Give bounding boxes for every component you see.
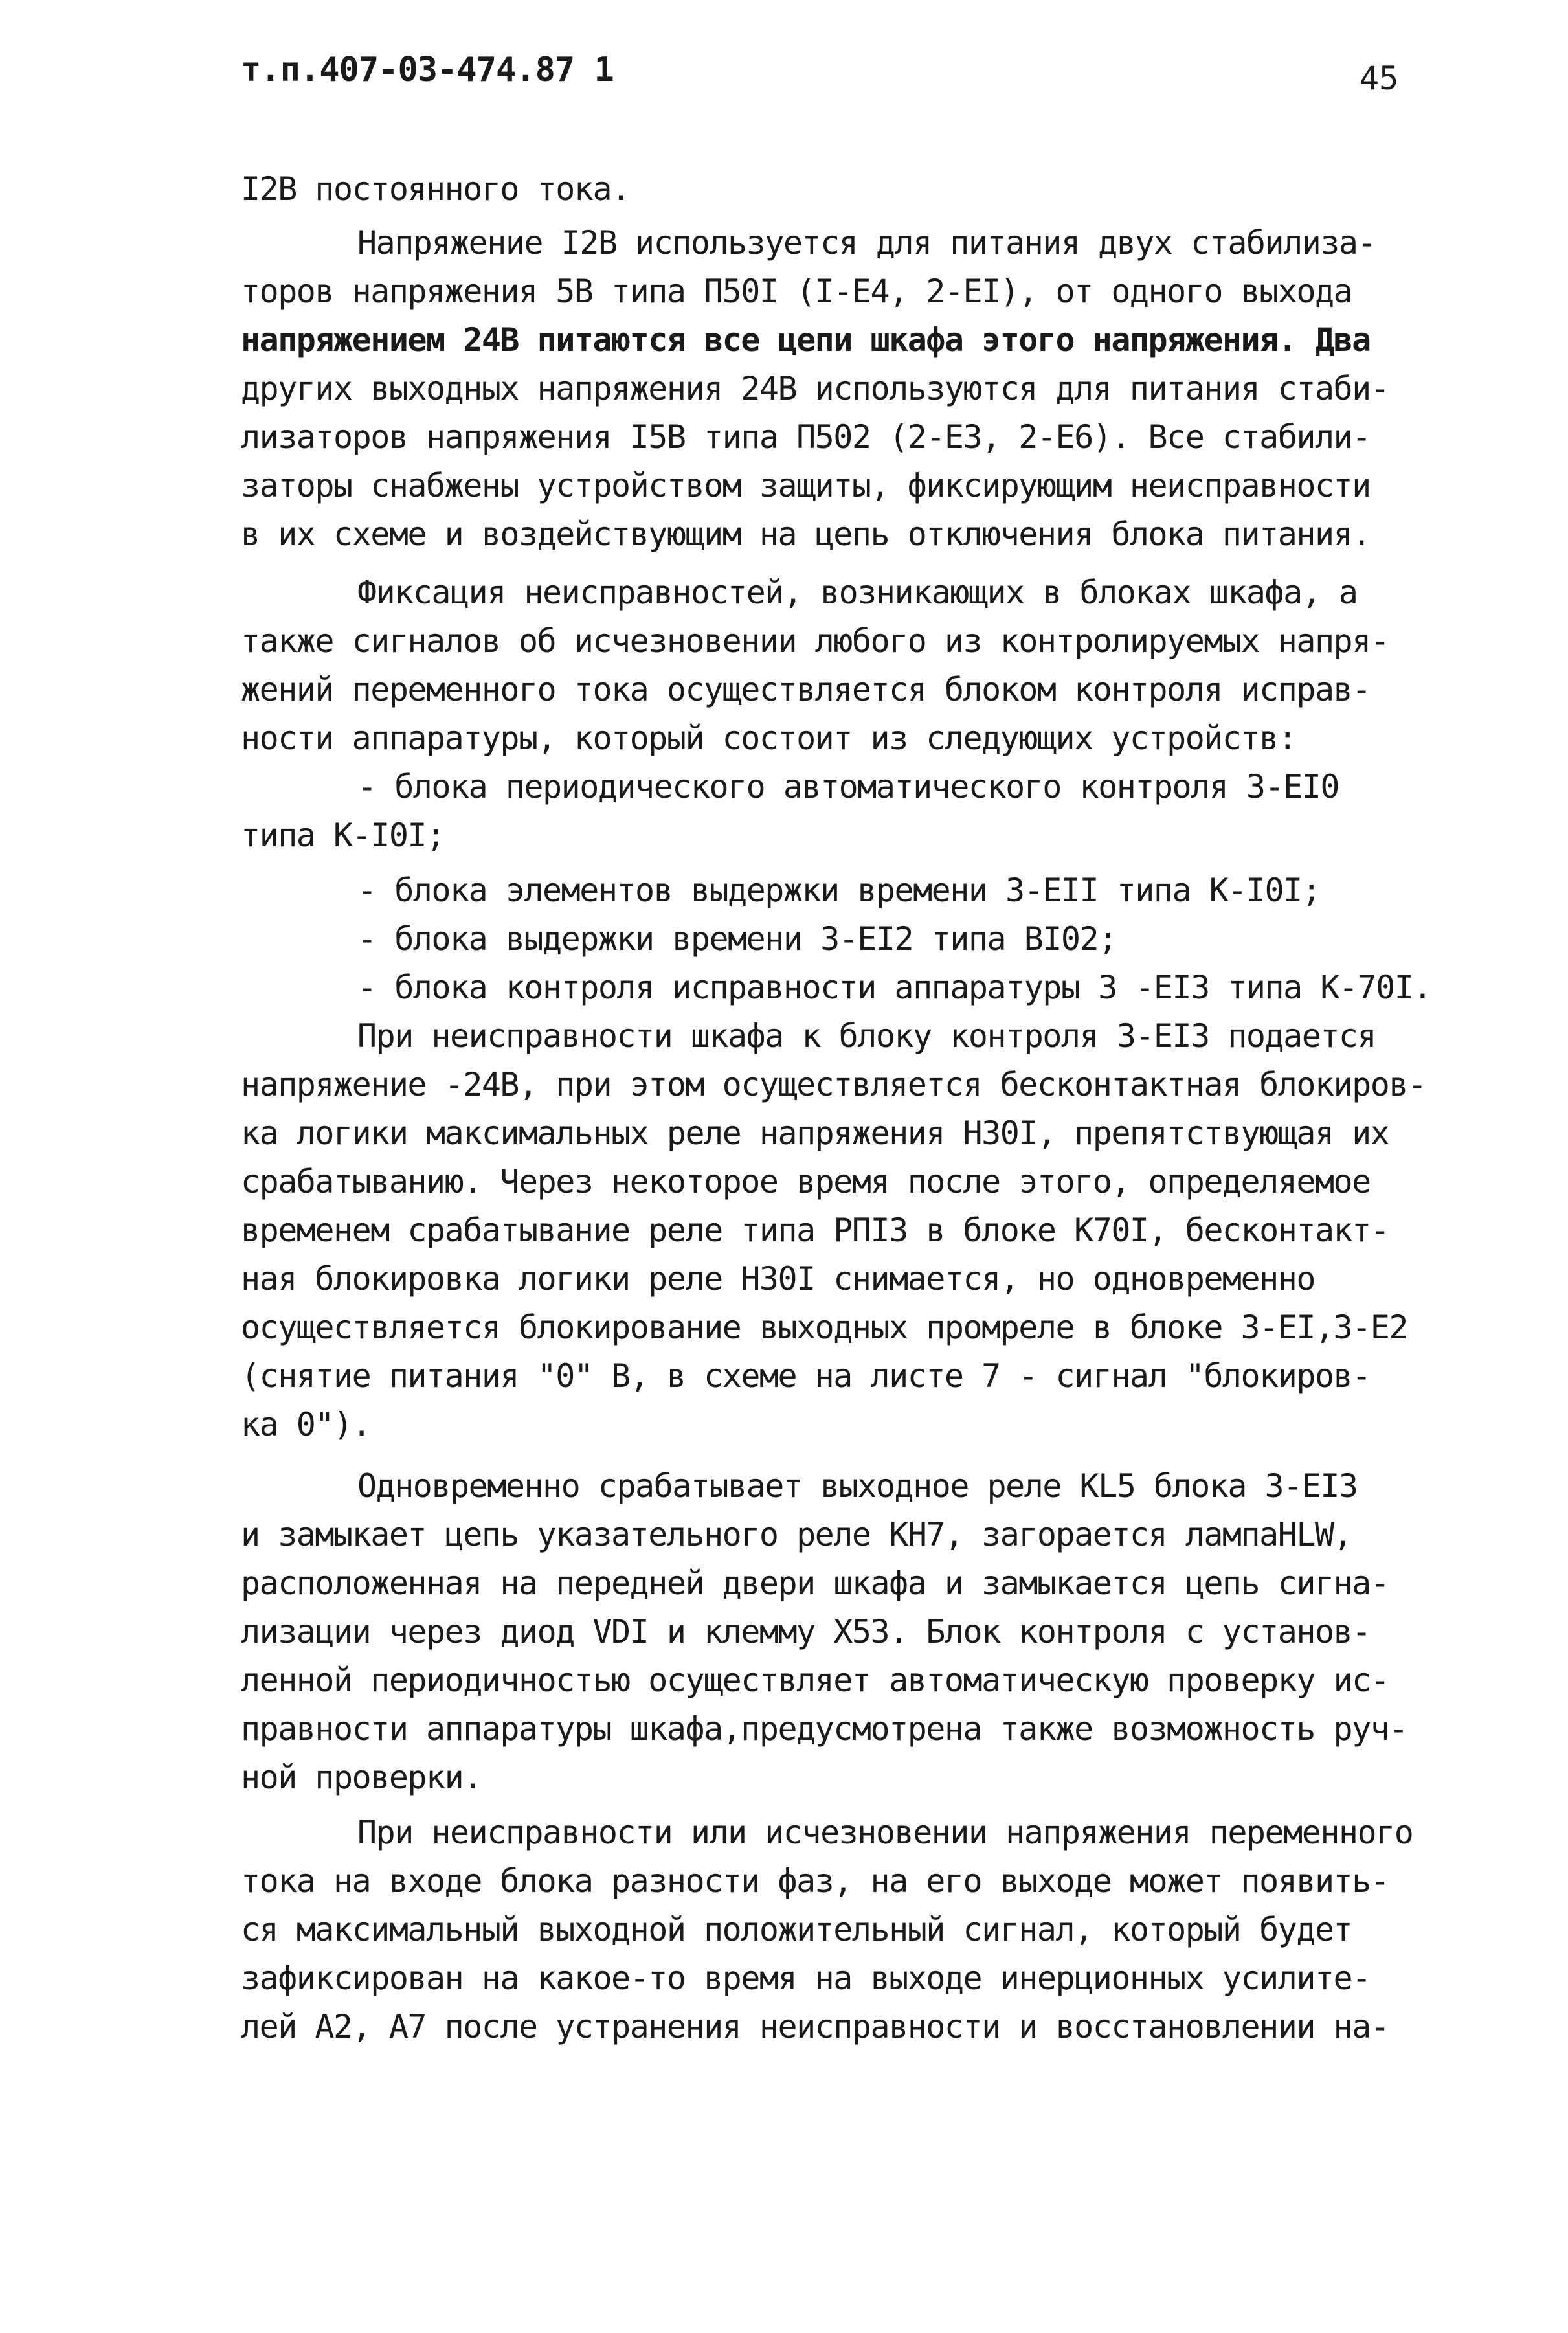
text-line: временем срабатывание реле типа РПI3 в блоке К70I, бесконтакт-	[241, 1212, 1389, 1249]
text-line: При неисправности или исчезновении напряжения переменного	[357, 1814, 1413, 1851]
text-line: лей A2, A7 после устранения неисправности и восстановлении на-	[241, 2008, 1389, 2046]
text-line: торов напряжения 5B типа П50I (I-E4, 2-EI), от одного выхода	[241, 273, 1352, 310]
text-line: При неисправности шкафа к блоку контроля 3-EI3 подается	[357, 1017, 1376, 1055]
text-line: ка 0").	[241, 1406, 371, 1443]
text-line: и замыкает цепь указательного реле КН7, загорается лампаHLW,	[241, 1516, 1352, 1553]
text-line: в их схеме и воздействующим на цепь отключения блока питания.	[241, 515, 1371, 553]
text-line: I2B постоянного тока.	[241, 170, 630, 208]
text-line: также сигналов об исчезновении любого из контролируемых напря-	[241, 622, 1389, 660]
text-line: Фиксация неисправностей, возникающих в блоках шкафа, а	[357, 574, 1358, 611]
text-line: расположенная на передней двери шкафа и замыкается цепь сигна-	[241, 1564, 1389, 1602]
list-item: - блока периодического автоматического контроля 3-EI0	[357, 768, 1339, 806]
text-line: лизации через диод VDI и клемму X53. Блок контроля с установ-	[241, 1613, 1371, 1651]
text-line: ности аппаратуры, который состоит из следующих устройств:	[241, 719, 1297, 757]
text-line: Напряжение I2B используется для питания двух стабилиза-	[357, 224, 1376, 262]
text-line: ная блокировка логики реле H30I снимается, но одновременно	[241, 1260, 1315, 1298]
text-line: напряжение -24B, при этом осуществляется бесконтактная блокиров-	[241, 1066, 1426, 1103]
text-line: ленной периодичностью осуществляет автоматическую проверку ис-	[241, 1662, 1389, 1699]
text-line: правности аппаратуры шкафа,предусмотрена также возможность руч-	[241, 1710, 1407, 1748]
text-line: срабатыванию. Через некоторое время после этого, определяемое	[241, 1163, 1371, 1200]
text-line: ка логики максимальных реле напряжения H30I, препятствующая их	[241, 1114, 1389, 1152]
text-line: лизаторов напряжения I5B типа П502 (2-E3, 2-E6). Все стабили-	[241, 418, 1371, 456]
list-item: - блока контроля исправности аппаратуры 3 -EI3 типа К-70I.	[357, 969, 1431, 1006]
document-code: т.п.407-03-474.87 1	[241, 51, 614, 89]
text-line: тока на входе блока разности фаз, на его выходе может появить-	[241, 1862, 1389, 1900]
text-line: Одновременно срабатывает выходное реле КL5 блока 3-EI3	[357, 1467, 1358, 1505]
text-line: ной проверки.	[241, 1759, 482, 1796]
list-item: - блока элементов выдержки времени 3-EII типа К-I0I;	[357, 872, 1321, 909]
list-item: - блока выдержки времени 3-EI2 типа BI02;	[357, 920, 1117, 958]
text-line: зафиксирован на какое-то время на выходе инерционных усилите-	[241, 1959, 1371, 1997]
text-line: (снятие питания "0" B, в схеме на листе 7 - сигнал "блокиров-	[241, 1357, 1371, 1395]
page-number: 45	[1360, 60, 1399, 97]
text-line: осуществляется блокирование выходных промреле в блоке 3-EI,3-E2	[241, 1309, 1407, 1346]
text-line: типа К-I0I;	[241, 817, 445, 854]
text-line: напряжением 24B питаются все цепи шкафа этого напряжения. Два	[241, 321, 1371, 359]
text-line: жений переменного тока осуществляется блоком контроля исправ-	[241, 671, 1371, 708]
text-line: других выходных напряжения 24B используются для питания стаби-	[241, 370, 1389, 407]
text-line: ся максимальный выходной положительный сигнал, который будет	[241, 1911, 1352, 1948]
text-line: заторы снабжены устройством защиты, фиксирующим неисправности	[241, 467, 1371, 504]
